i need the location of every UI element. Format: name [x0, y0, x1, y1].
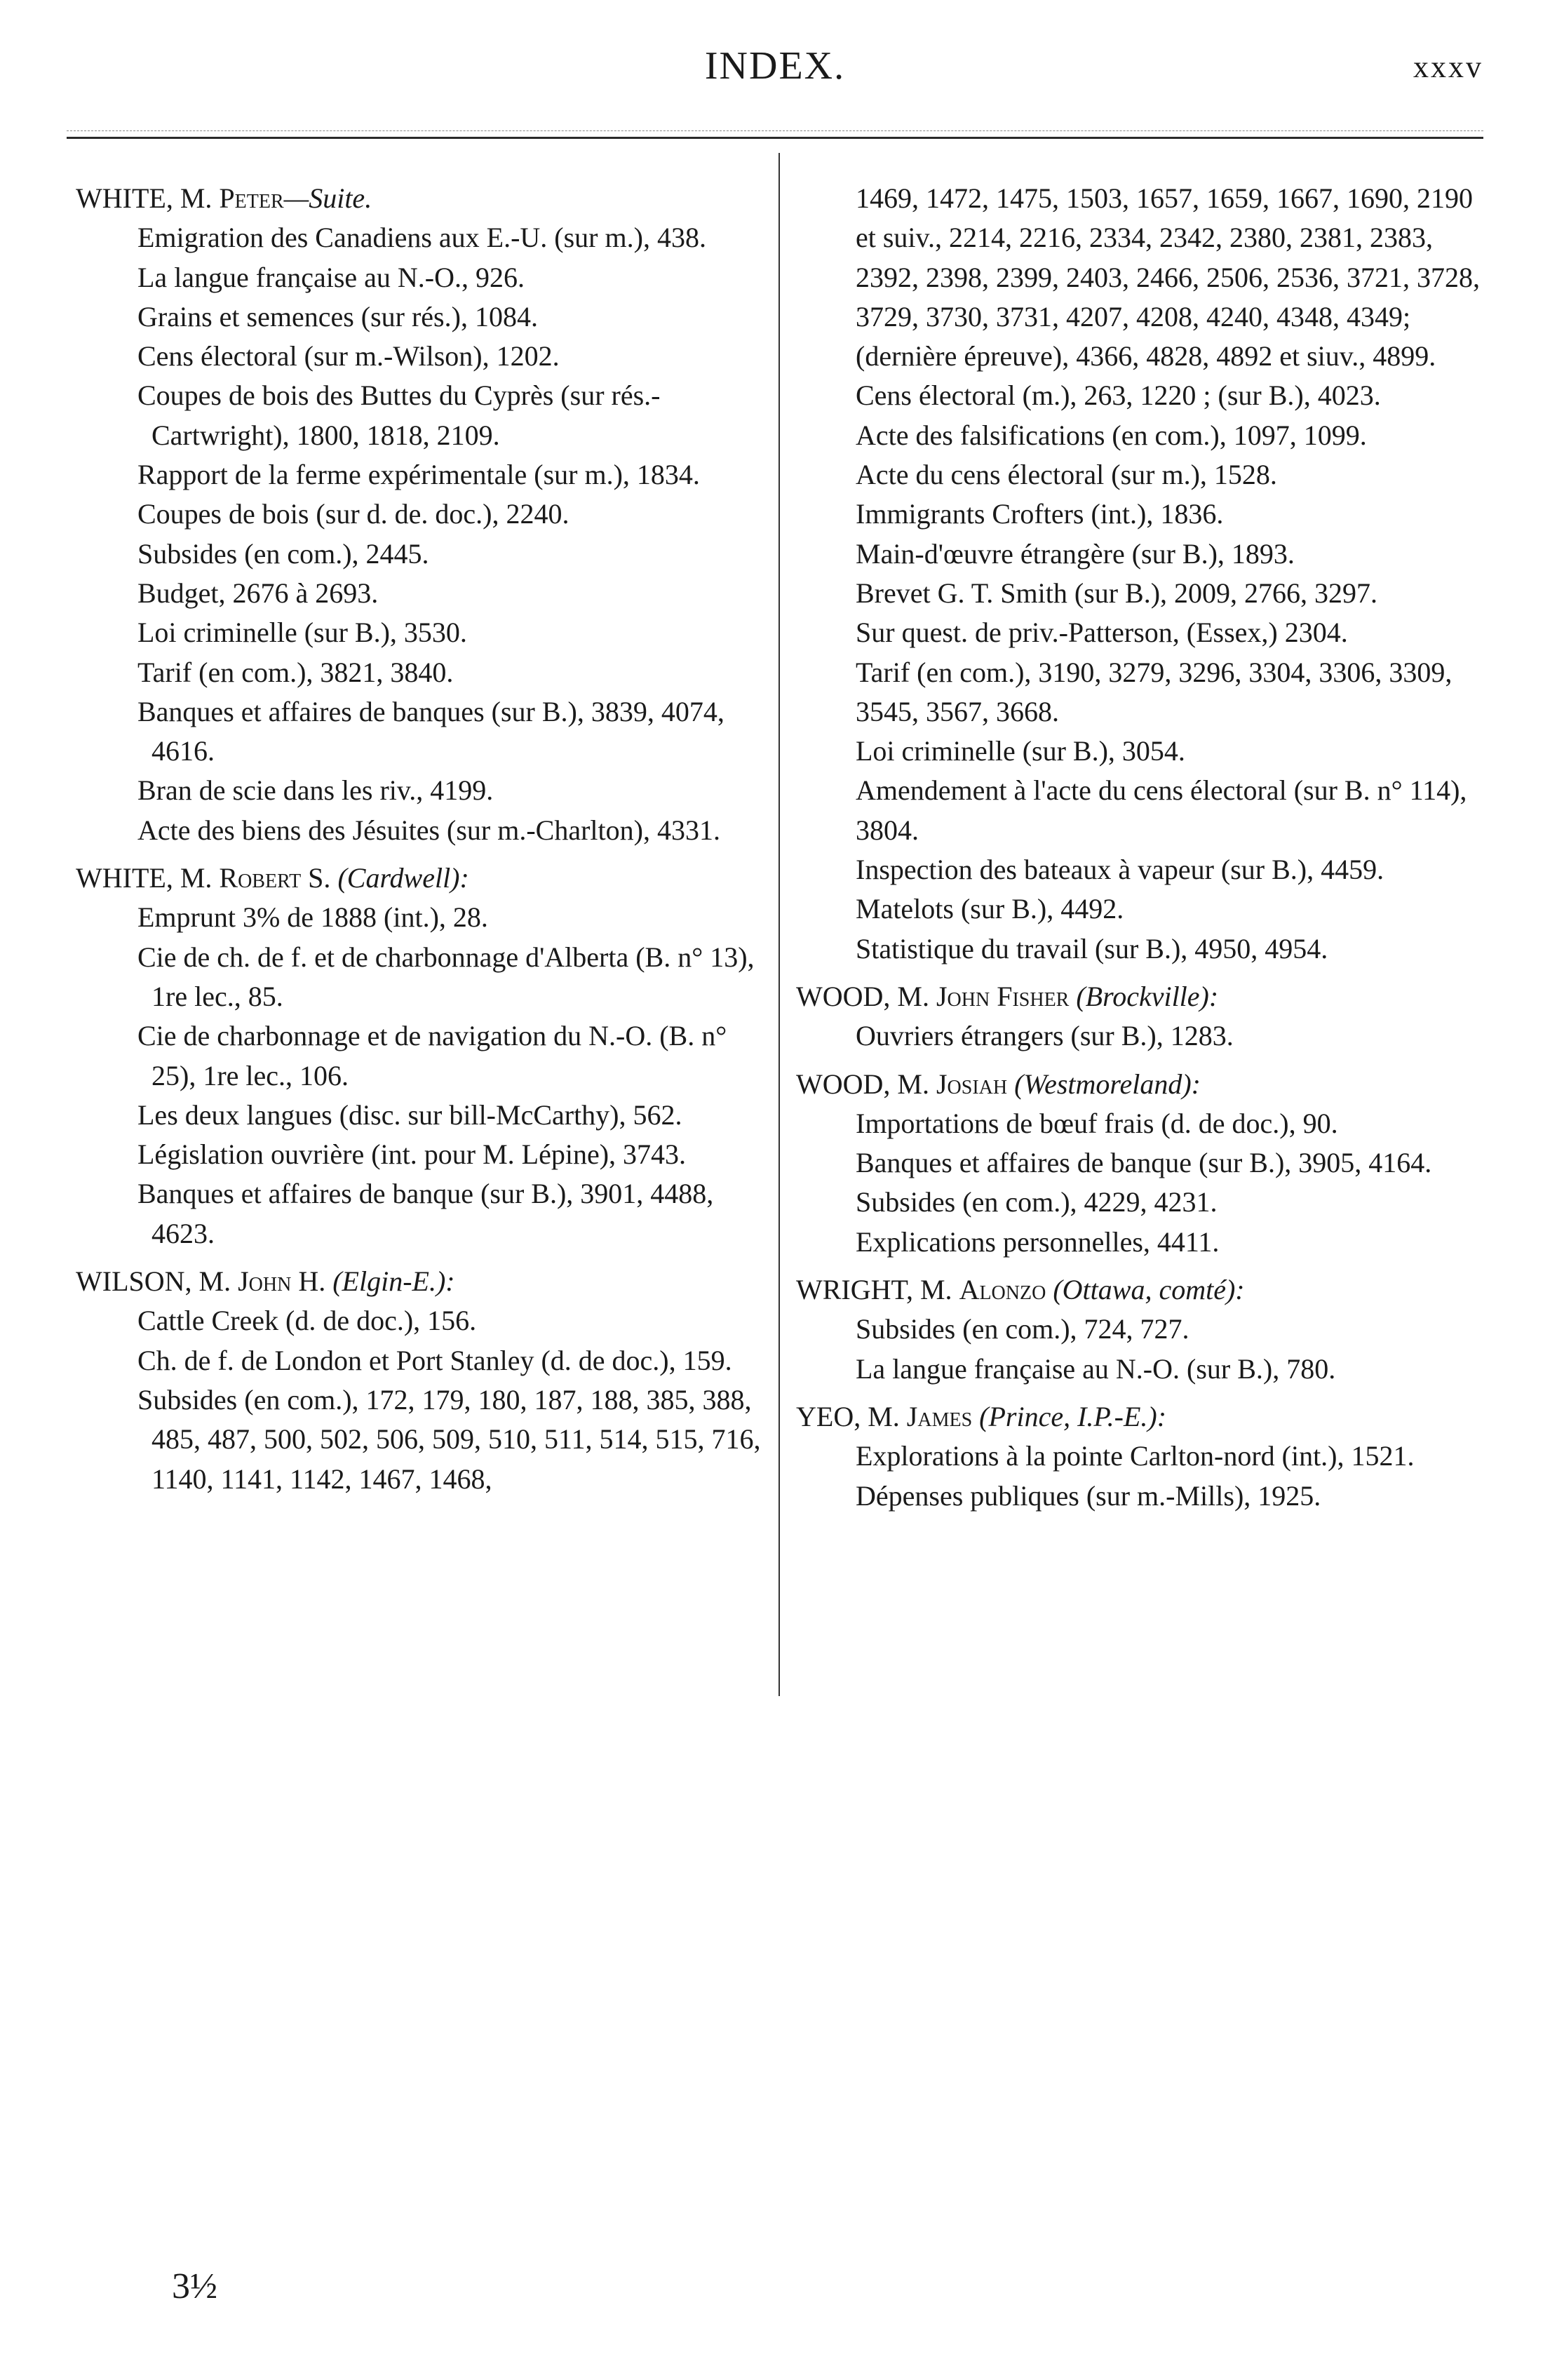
- index-entry-wilson: [76, 1262, 767, 1499]
- index-item: Cattle Creek (d. de doc.), 156.: [137, 1305, 477, 1337]
- index-item: Coupes de bois des Buttes du Cyprès (sur rés.-Cartwright), 1800, 1818, 2109.: [137, 379, 661, 451]
- index-item: Tarif (en com.), 3190, 3279, 3296, 3304, 3306, 3309, 3545, 3567, 3668.: [856, 656, 1452, 727]
- index-entry-white-robert: [76, 859, 767, 1253]
- page-number: xxxv: [1413, 50, 1483, 84]
- entry-heading: WHITE, M. Robert S. (Cardwell):: [76, 862, 469, 894]
- page-header: [67, 43, 1483, 100]
- index-item: Acte des biens des Jésuites (sur m.-Charlton), 4331.: [137, 814, 720, 846]
- column-divider: [779, 153, 780, 1696]
- entry-heading: WHITE, M. Peter—Suite.: [76, 182, 372, 214]
- index-item: Subsides (en com.), 172, 179, 180, 187, 188, 385, 388, 485, 487, 500, 502, 506, 509, 510, 511, 514, 515, 716, 1140, 1141, 1142, 1467, 1468,: [137, 1383, 761, 1495]
- index-item: Budget, 2676 à 2693.: [137, 577, 379, 609]
- header-dotted-rule: [67, 130, 1483, 131]
- entry-heading: WOOD, M. Josiah (Westmoreland):: [796, 1068, 1201, 1100]
- entry-heading: YEO, M. James (Prince, I.P.-E.):: [796, 1400, 1167, 1432]
- index-item: Législation ouvrière (int. pour M. Lépine), 3743.: [137, 1138, 687, 1171]
- index-item: Subsides (en com.), 724, 727.: [856, 1313, 1189, 1345]
- index-item: Acte des falsifications (en com.), 1097, 1099.: [856, 419, 1367, 451]
- index-item: Statistique du travail (sur B.), 4950, 4954.: [856, 932, 1328, 964]
- index-item: Matelots (sur B.), 4492.: [856, 893, 1124, 925]
- index-item: Ch. de f. de London et Port Stanley (d. de doc.), 159.: [137, 1344, 732, 1376]
- index-entry-wood-john: [796, 977, 1487, 1056]
- index-item: Dépenses publiques (sur m.-Mills), 1925.: [856, 1479, 1321, 1512]
- index-item: Immigrants Crofters (int.), 1836.: [856, 498, 1224, 530]
- index-entry-wright: [796, 1270, 1487, 1389]
- right-column: [796, 179, 1487, 1524]
- index-item-continuation: 1469, 1472, 1475, 1503, 1657, 1659, 1667, 1690, 2190 et suiv., 2214, 2216, 2334, 2342, 2380, 2381, 2383, 2392, 2398, 2399, 2403, 2466, 2506, 2536, 3721, 3728, 3729, 3730, 3731, 4207, 4208, 4240, 4348, 4349; (dernière épreuve), 4366, 4828, 4892 et siuv., 4899.: [856, 182, 1480, 372]
- index-item: Brevet G. T. Smith (sur B.), 2009, 2766, 3297.: [856, 577, 1378, 609]
- index-entry-wilson-continued: [796, 179, 1487, 969]
- index-item: Banques et affaires de banque (sur B.), 3905, 4164.: [856, 1147, 1432, 1179]
- index-item: Banques et affaires de banques (sur B.), 3839, 4074, 4616.: [137, 695, 724, 767]
- index-item: Loi criminelle (sur B.), 3054.: [856, 735, 1185, 767]
- index-item: Ouvriers étrangers (sur B.), 1283.: [856, 1020, 1234, 1052]
- page-title: INDEX.: [704, 44, 846, 88]
- index-item: Banques et affaires de banque (sur B.), 3901, 4488, 4623.: [137, 1178, 714, 1249]
- index-item: Loi criminelle (sur B.), 3530.: [137, 617, 467, 649]
- index-item: Bran de scie dans les riv., 4199.: [137, 774, 494, 807]
- index-item: Explications personnelles, 4411.: [856, 1225, 1220, 1258]
- header-rule: [67, 137, 1483, 139]
- index-item: Amendement à l'acte du cens électoral (sur B. n° 114), 3804.: [856, 774, 1467, 846]
- index-item: Cens électoral (m.), 263, 1220 ; (sur B.), 4023.: [856, 379, 1381, 412]
- index-item: Subsides (en com.), 4229, 4231.: [856, 1186, 1218, 1218]
- index-entry-wood-josiah: [796, 1065, 1487, 1262]
- index-item: Cie de charbonnage et de navigation du N.-O. (B. n° 25), 1re lec., 106.: [137, 1020, 727, 1091]
- index-item: Coupes de bois (sur d. de. doc.), 2240.: [137, 498, 569, 530]
- index-item: Grains et semences (sur rés.), 1084.: [137, 300, 538, 332]
- index-entry-yeo: [796, 1397, 1487, 1516]
- index-item: Cie de ch. de f. et de charbonnage d'Alberta (B. n° 13), 1re lec., 85.: [137, 941, 755, 1012]
- index-item: Sur quest. de priv.-Patterson, (Essex,) 2304.: [856, 617, 1348, 649]
- index-item: Subsides (en com.), 2445.: [137, 537, 429, 570]
- index-item: Acte du cens électoral (sur m.), 1528.: [856, 459, 1277, 491]
- index-item: Importations de bœuf frais (d. de doc.), 90.: [856, 1107, 1338, 1139]
- index-item: La langue française au N.-O., 926.: [137, 261, 525, 293]
- index-item: Main-d'œuvre étrangère (sur B.), 1893.: [856, 537, 1295, 570]
- entry-heading: WOOD, M. John Fisher (Brockville):: [796, 980, 1219, 1012]
- left-column: [76, 179, 767, 1507]
- entry-heading: WILSON, M. John H. (Elgin-E.):: [76, 1265, 455, 1298]
- index-item: Rapport de la ferme expérimentale (sur m.), 1834.: [137, 459, 700, 491]
- index-item: La langue française au N.-O. (sur B.), 780.: [856, 1352, 1336, 1385]
- index-item: Inspection des bateaux à vapeur (sur B.), 4459.: [856, 854, 1384, 886]
- index-item: Tarif (en com.), 3821, 3840.: [137, 656, 454, 688]
- entry-heading: WRIGHT, M. Alonzo (Ottawa, comté):: [796, 1274, 1245, 1306]
- signature-mark: 3½: [172, 2266, 217, 2306]
- index-item: Les deux langues (disc. sur bill-McCarthy), 562.: [137, 1098, 682, 1131]
- index-item: Emigration des Canadiens aux E.-U. (sur m.), 438.: [137, 222, 706, 254]
- index-entry-white-peter: [76, 179, 767, 850]
- index-item: Emprunt 3% de 1888 (int.), 28.: [137, 901, 488, 934]
- index-item: Explorations à la pointe Carlton-nord (int.), 1521.: [856, 1440, 1415, 1472]
- index-item: Cens électoral (sur m.-Wilson), 1202.: [137, 340, 560, 372]
